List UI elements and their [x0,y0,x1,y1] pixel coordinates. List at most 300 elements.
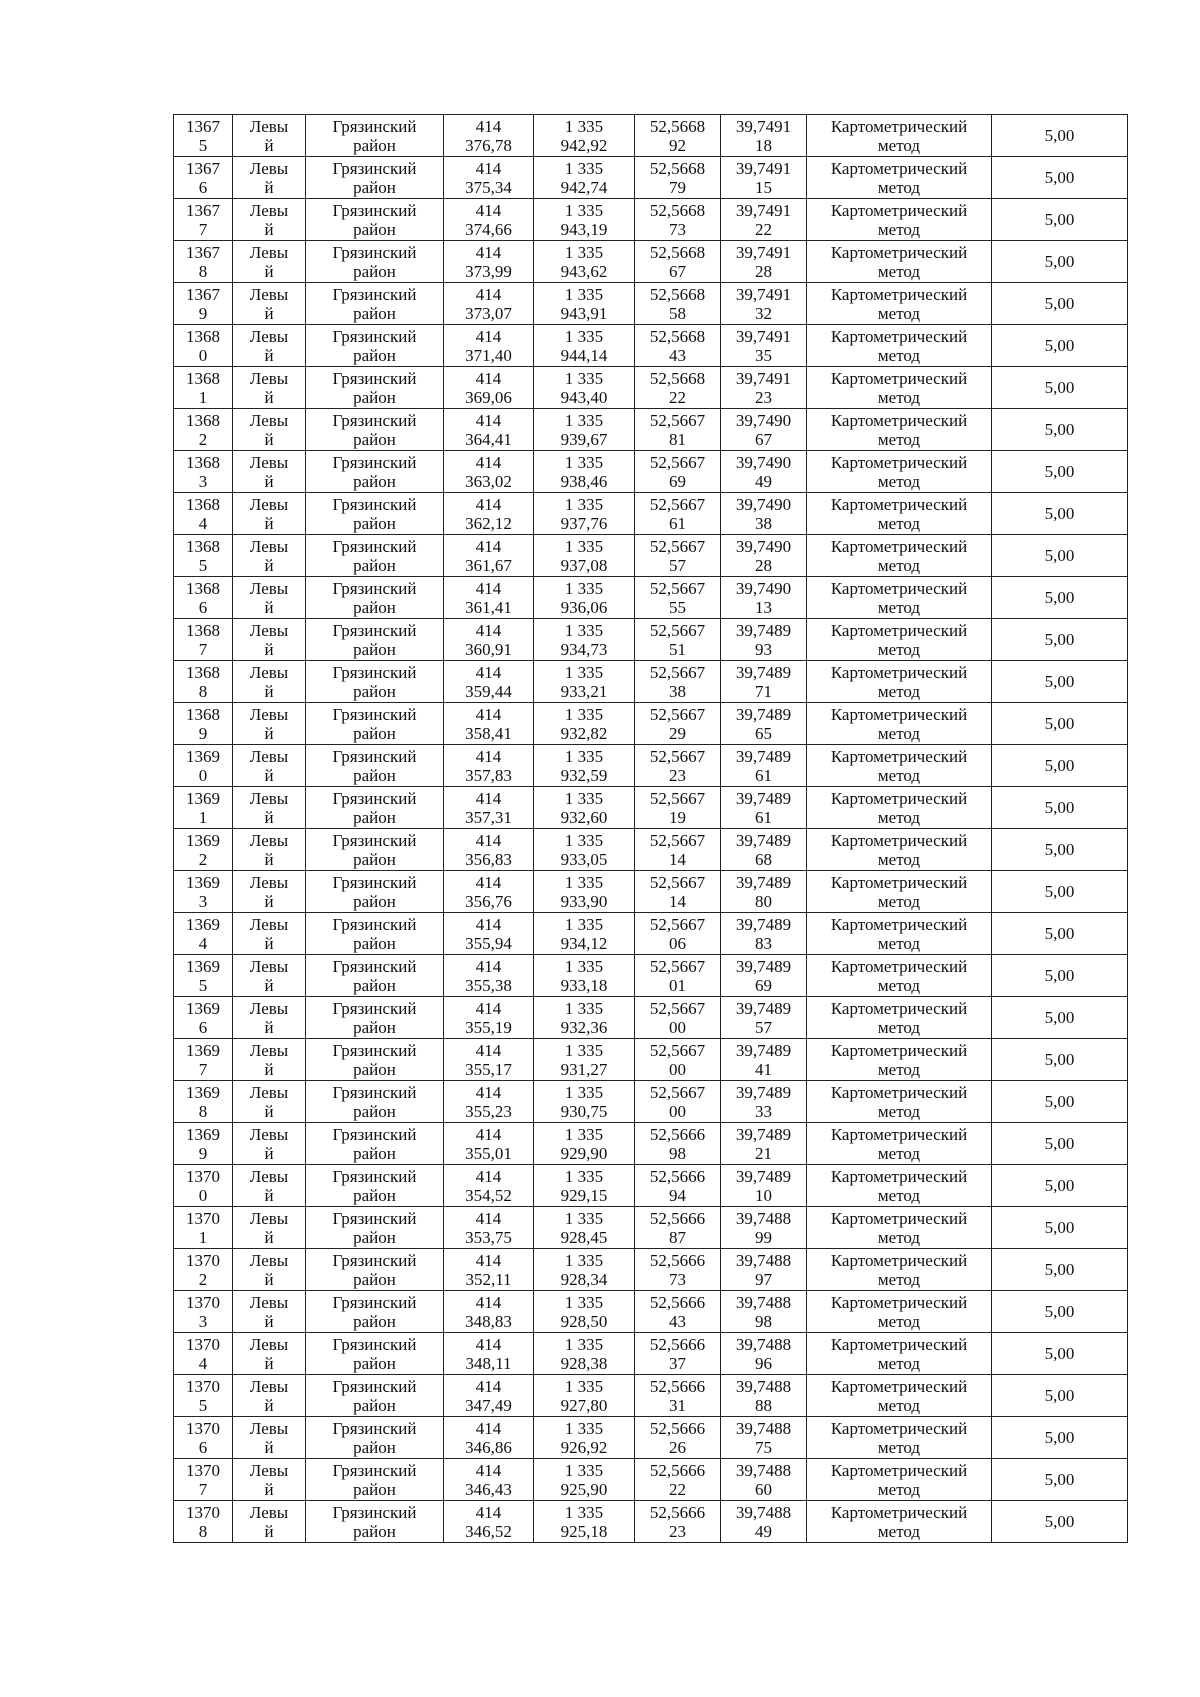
district-line-2: район [353,807,396,827]
district-line-2: район [353,261,396,281]
accuracy-cell: 5,00 [992,1123,1128,1165]
x-coordinate-line-2: 361,67 [465,555,512,575]
method-line-2: метод [877,513,921,533]
point-number-cell [174,1249,233,1291]
x-coordinate-cell [444,577,534,619]
latitude-line-2: 98 [669,1143,686,1163]
latitude-cell [635,283,721,325]
district-cell [306,115,444,157]
y-coordinate-line-1: 1 335 [564,1250,604,1270]
method-line-2: метод [877,1521,921,1541]
accuracy-cell: 5,00 [992,535,1128,577]
x-coordinate-line-2: 358,41 [465,723,512,743]
point-number-cell [174,535,233,577]
point-number-line-2: 1 [198,387,208,407]
district-line-1: Грязинский [332,1502,417,1522]
accuracy-cell: 5,00 [992,703,1128,745]
latitude-line-2: 69 [669,471,686,491]
latitude-line-1: 52,5668 [649,242,706,262]
district-line-1: Грязинский [332,1418,417,1438]
method-line-2: метод [877,723,921,743]
x-coordinate-cell [444,1417,534,1459]
y-coordinate-line-1: 1 335 [564,536,604,556]
y-coordinate-cell [534,241,635,283]
table-body [174,115,1128,1543]
bank-side-cell [233,1501,306,1543]
bank-side-line-1: Левы [249,578,289,598]
x-coordinate-line-1: 414 [475,410,502,430]
district-line-1: Грязинский [332,116,417,136]
point-number-line-1: 1368 [186,494,220,514]
latitude-cell [635,115,721,157]
latitude-line-2: 00 [669,1101,686,1121]
x-coordinate-line-1: 414 [475,1082,502,1102]
district-cell [306,157,444,199]
longitude-cell [721,325,807,367]
y-coordinate-line-2: 944,14 [560,345,608,365]
district-cell [306,1207,444,1249]
point-number-cell [174,451,233,493]
district-line-1: Грязинский [332,284,417,304]
x-coordinate-line-1: 414 [475,158,502,178]
latitude-cell [635,1501,721,1543]
latitude-cell [635,241,721,283]
method-line-1: Картометрический [830,410,968,430]
bank-side-cell [233,1249,306,1291]
x-coordinate-cell [444,367,534,409]
y-coordinate-line-1: 1 335 [564,1292,604,1312]
district-cell [306,1333,444,1375]
accuracy-cell: 5,00 [992,829,1128,871]
latitude-cell [635,661,721,703]
point-number-line-2: 6 [198,1437,208,1457]
district-line-1: Грязинский [332,410,417,430]
latitude-line-1: 52,5666 [649,1208,706,1228]
district-line-1: Грязинский [332,662,417,682]
bank-side-line-2: й [264,135,274,155]
x-coordinate-line-1: 414 [475,998,502,1018]
table-row [174,829,1128,871]
method-cell [807,493,992,535]
bank-side-line-2: й [264,975,274,995]
longitude-line-2: 32 [755,303,772,323]
y-coordinate-cell [534,1417,635,1459]
longitude-line-2: 22 [755,219,772,239]
x-coordinate-cell [444,1165,534,1207]
y-coordinate-cell [534,115,635,157]
accuracy-cell: 5,00 [992,913,1128,955]
latitude-cell [635,367,721,409]
longitude-line-2: 49 [755,471,772,491]
method-line-1: Картометрический [830,368,968,388]
point-number-cell [174,157,233,199]
method-line-1: Картометрический [830,830,968,850]
x-coordinate-line-1: 414 [475,242,502,262]
longitude-line-1: 39,7490 [735,494,792,514]
latitude-line-2: 01 [669,975,686,995]
x-coordinate-line-1: 414 [475,662,502,682]
district-line-1: Грязинский [332,494,417,514]
method-line-1: Картометрический [830,116,968,136]
point-number-line-1: 1369 [186,1040,220,1060]
district-line-2: район [353,429,396,449]
point-number-line-2: 1 [198,807,208,827]
x-coordinate-cell [444,1207,534,1249]
accuracy-cell: 5,00 [992,787,1128,829]
x-coordinate-line-1: 414 [475,284,502,304]
x-coordinate-line-1: 414 [475,116,502,136]
method-cell [807,241,992,283]
longitude-line-2: 13 [755,597,772,617]
y-coordinate-line-2: 928,38 [560,1353,608,1373]
y-coordinate-line-2: 928,34 [560,1269,608,1289]
y-coordinate-line-1: 1 335 [564,788,604,808]
district-line-1: Грязинский [332,536,417,556]
method-line-2: метод [877,597,921,617]
latitude-cell [635,1123,721,1165]
point-number-line-1: 1370 [186,1460,220,1480]
district-line-1: Грязинский [332,872,417,892]
point-number-cell [174,787,233,829]
table-row [174,871,1128,913]
y-coordinate-line-2: 930,75 [560,1101,608,1121]
method-line-1: Картометрический [830,1040,968,1060]
latitude-line-1: 52,5667 [649,536,706,556]
point-number-line-2: 3 [198,471,208,491]
x-coordinate-line-1: 414 [475,788,502,808]
bank-side-cell [233,1207,306,1249]
method-cell [807,577,992,619]
table-row [174,1501,1128,1543]
latitude-cell [635,1039,721,1081]
longitude-line-1: 39,7491 [735,242,792,262]
method-line-1: Картометрический [830,326,968,346]
method-line-2: метод [877,1185,921,1205]
method-line-1: Картометрический [830,662,968,682]
bank-side-cell [233,577,306,619]
latitude-line-2: 51 [669,639,686,659]
accuracy-cell: 5,00 [992,871,1128,913]
y-coordinate-line-2: 943,62 [560,261,608,281]
y-coordinate-cell [534,1249,635,1291]
district-cell [306,409,444,451]
x-coordinate-line-1: 414 [475,1334,502,1354]
longitude-cell [721,115,807,157]
x-coordinate-line-1: 414 [475,620,502,640]
method-cell [807,1375,992,1417]
point-number-cell [174,703,233,745]
latitude-line-1: 52,5666 [649,1418,706,1438]
point-number-cell [174,325,233,367]
table-row [174,1375,1128,1417]
district-line-2: район [353,933,396,953]
longitude-line-2: 28 [755,555,772,575]
method-line-1: Картометрический [830,704,968,724]
accuracy-cell: 5,00 [992,1207,1128,1249]
point-number-line-1: 1370 [186,1250,220,1270]
longitude-line-2: 15 [755,177,772,197]
point-number-cell [174,241,233,283]
method-line-1: Картометрический [830,578,968,598]
table-row [174,535,1128,577]
district-line-1: Грязинский [332,1460,417,1480]
bank-side-cell [233,955,306,997]
x-coordinate-line-1: 414 [475,1040,502,1060]
longitude-cell [721,409,807,451]
table-row [174,913,1128,955]
longitude-line-1: 39,7488 [735,1334,792,1354]
y-coordinate-cell [534,325,635,367]
district-cell [306,1039,444,1081]
longitude-line-2: 97 [755,1269,772,1289]
y-coordinate-line-2: 943,91 [560,303,608,323]
x-coordinate-cell [444,1459,534,1501]
method-line-2: метод [877,807,921,827]
x-coordinate-cell [444,1291,534,1333]
latitude-cell [635,703,721,745]
accuracy-cell: 5,00 [992,1291,1128,1333]
latitude-cell [635,871,721,913]
latitude-line-2: 94 [669,1185,686,1205]
method-cell [807,283,992,325]
y-coordinate-line-2: 936,06 [560,597,608,617]
latitude-line-1: 52,5667 [649,578,706,598]
y-coordinate-cell [534,1501,635,1543]
district-cell [306,1459,444,1501]
y-coordinate-line-2: 925,90 [560,1479,608,1499]
district-cell [306,1417,444,1459]
point-number-cell [174,115,233,157]
bank-side-cell [233,745,306,787]
bank-side-cell [233,913,306,955]
x-coordinate-line-1: 414 [475,1124,502,1144]
x-coordinate-line-2: 348,83 [465,1311,512,1331]
district-cell [306,535,444,577]
point-number-line-1: 1369 [186,1124,220,1144]
district-line-2: район [353,135,396,155]
bank-side-line-1: Левы [249,1334,289,1354]
bank-side-line-2: й [264,1143,274,1163]
x-coordinate-line-1: 414 [475,746,502,766]
method-line-2: метод [877,177,921,197]
method-cell [807,1207,992,1249]
x-coordinate-line-2: 354,52 [465,1185,512,1205]
longitude-cell [721,1249,807,1291]
point-number-cell [174,577,233,619]
longitude-line-1: 39,7489 [735,704,792,724]
longitude-line-1: 39,7489 [735,1040,792,1060]
longitude-cell [721,955,807,997]
y-coordinate-cell [534,535,635,577]
bank-side-line-1: Левы [249,326,289,346]
point-number-line-2: 3 [198,1311,208,1331]
bank-side-cell [233,157,306,199]
longitude-cell [721,1123,807,1165]
y-coordinate-cell [534,871,635,913]
latitude-line-2: 22 [669,387,686,407]
method-line-2: метод [877,219,921,239]
latitude-line-1: 52,5667 [649,410,706,430]
district-line-2: район [353,303,396,323]
x-coordinate-cell [444,997,534,1039]
method-cell [807,1459,992,1501]
district-cell [306,661,444,703]
x-coordinate-line-1: 414 [475,578,502,598]
x-coordinate-cell [444,1123,534,1165]
method-line-1: Картометрический [830,1208,968,1228]
y-coordinate-cell [534,157,635,199]
district-line-1: Грязинский [332,788,417,808]
bank-side-line-2: й [264,1521,274,1541]
x-coordinate-line-1: 414 [475,914,502,934]
bank-side-cell [233,535,306,577]
method-line-2: метод [877,1311,921,1331]
bank-side-cell [233,1291,306,1333]
district-cell [306,1375,444,1417]
method-line-1: Картометрический [830,788,968,808]
district-line-2: район [353,1311,396,1331]
latitude-line-2: 57 [669,555,686,575]
bank-side-cell [233,283,306,325]
longitude-line-1: 39,7488 [735,1250,792,1270]
y-coordinate-line-1: 1 335 [564,872,604,892]
y-coordinate-line-2: 928,50 [560,1311,608,1331]
bank-side-cell [233,493,306,535]
table-row [174,1123,1128,1165]
bank-side-line-1: Левы [249,410,289,430]
longitude-line-1: 39,7490 [735,410,792,430]
y-coordinate-line-1: 1 335 [564,830,604,850]
x-coordinate-line-1: 414 [475,704,502,724]
method-line-2: метод [877,345,921,365]
latitude-cell [635,619,721,661]
district-line-1: Грязинский [332,158,417,178]
x-coordinate-cell [444,1081,534,1123]
x-coordinate-line-2: 353,75 [465,1227,512,1247]
y-coordinate-line-2: 933,90 [560,891,608,911]
method-cell [807,367,992,409]
point-number-cell [174,619,233,661]
longitude-cell [721,661,807,703]
bank-side-line-1: Левы [249,284,289,304]
bank-side-line-1: Левы [249,746,289,766]
latitude-cell [635,1459,721,1501]
longitude-line-1: 39,7491 [735,116,792,136]
longitude-line-1: 39,7491 [735,284,792,304]
district-cell [306,913,444,955]
y-coordinate-line-1: 1 335 [564,1418,604,1438]
latitude-line-2: 14 [669,891,686,911]
longitude-line-1: 39,7488 [735,1460,792,1480]
district-line-1: Грязинский [332,1208,417,1228]
method-cell [807,871,992,913]
x-coordinate-line-2: 373,07 [465,303,512,323]
point-number-line-2: 5 [198,975,208,995]
longitude-line-1: 39,7489 [735,662,792,682]
district-line-1: Грязинский [332,368,417,388]
y-coordinate-line-2: 929,90 [560,1143,608,1163]
point-number-line-1: 1368 [186,662,220,682]
method-line-1: Картометрический [830,1334,968,1354]
bank-side-line-1: Левы [249,830,289,850]
longitude-cell [721,157,807,199]
longitude-line-1: 39,7491 [735,158,792,178]
longitude-line-2: 98 [755,1311,772,1331]
x-coordinate-line-1: 414 [475,368,502,388]
y-coordinate-line-2: 939,67 [560,429,608,449]
y-coordinate-line-2: 925,18 [560,1521,608,1541]
point-number-line-2: 0 [198,1185,208,1205]
x-coordinate-cell [444,829,534,871]
bank-side-line-1: Левы [249,1166,289,1186]
method-line-2: метод [877,1017,921,1037]
district-line-2: район [353,765,396,785]
district-line-1: Грязинский [332,200,417,220]
point-number-cell [174,493,233,535]
y-coordinate-cell [534,1039,635,1081]
method-line-2: метод [877,849,921,869]
method-cell [807,619,992,661]
latitude-line-2: 06 [669,933,686,953]
latitude-line-1: 52,5666 [649,1460,706,1480]
latitude-line-2: 79 [669,177,686,197]
latitude-cell [635,787,721,829]
x-coordinate-line-1: 414 [475,494,502,514]
bank-side-line-2: й [264,471,274,491]
bank-side-line-2: й [264,1269,274,1289]
accuracy-cell: 5,00 [992,1417,1128,1459]
accuracy-cell: 5,00 [992,1081,1128,1123]
method-line-2: метод [877,681,921,701]
point-number-line-2: 2 [198,849,208,869]
district-line-1: Грязинский [332,1040,417,1060]
y-coordinate-line-2: 942,74 [560,177,608,197]
point-number-line-2: 5 [198,1395,208,1415]
y-coordinate-cell [534,1165,635,1207]
method-line-1: Картометрический [830,200,968,220]
point-number-line-2: 0 [198,765,208,785]
bank-side-cell [233,871,306,913]
bank-side-line-1: Левы [249,620,289,640]
longitude-line-1: 39,7489 [735,620,792,640]
latitude-cell [635,409,721,451]
point-number-cell [174,661,233,703]
point-number-cell [174,871,233,913]
x-coordinate-line-2: 356,76 [465,891,512,911]
point-number-line-1: 1369 [186,1082,220,1102]
district-line-1: Грязинский [332,452,417,472]
accuracy-cell: 5,00 [992,157,1128,199]
y-coordinate-line-1: 1 335 [564,1502,604,1522]
latitude-line-2: 73 [669,219,686,239]
point-number-cell [174,1123,233,1165]
bank-side-line-2: й [264,807,274,827]
longitude-line-2: 88 [755,1395,772,1415]
point-number-line-2: 7 [198,219,208,239]
latitude-cell [635,1333,721,1375]
longitude-line-2: 68 [755,849,772,869]
x-coordinate-line-1: 414 [475,1502,502,1522]
point-number-line-2: 5 [198,555,208,575]
bank-side-cell [233,1123,306,1165]
method-cell [807,913,992,955]
longitude-line-1: 39,7491 [735,368,792,388]
latitude-line-1: 52,5666 [649,1376,706,1396]
district-line-2: район [353,1101,396,1121]
table-row [174,1249,1128,1291]
longitude-line-2: 75 [755,1437,772,1457]
x-coordinate-cell [444,661,534,703]
